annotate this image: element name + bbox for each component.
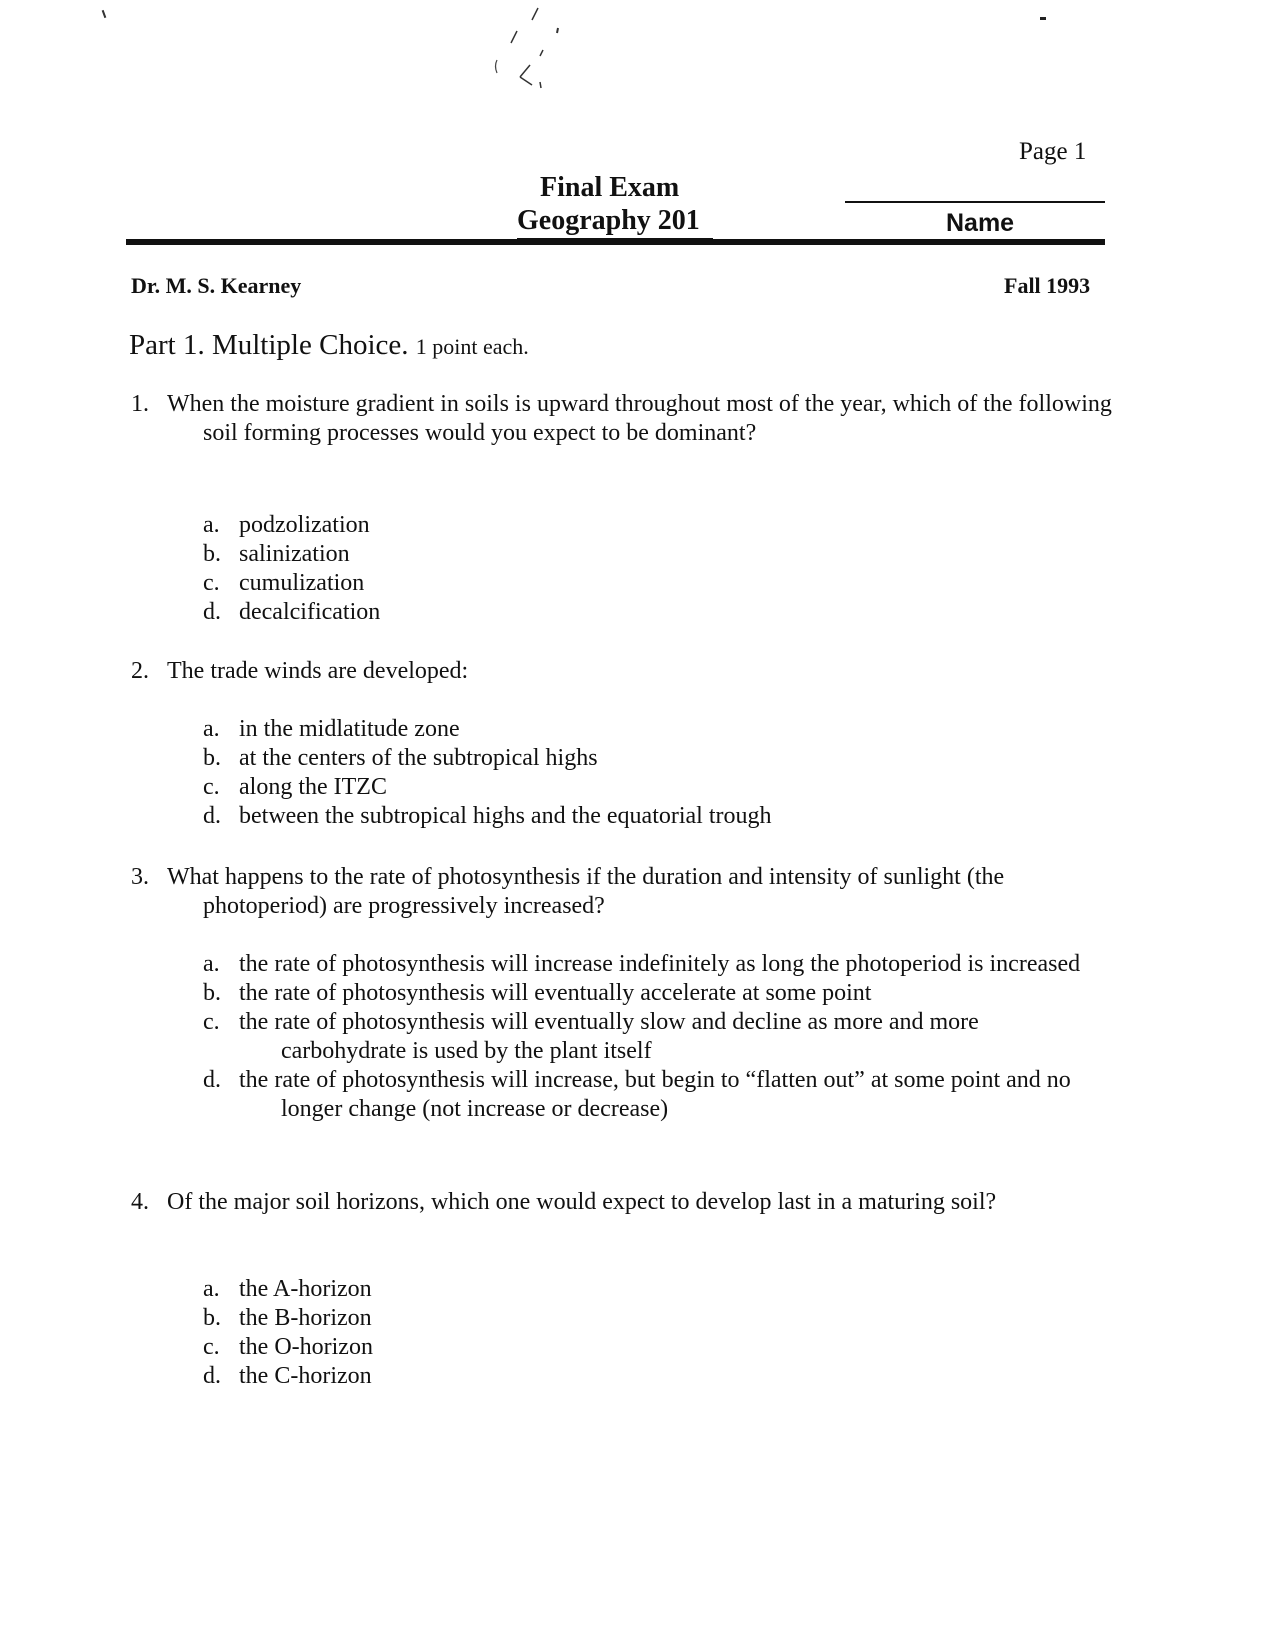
answer-option[interactable] <box>203 1066 1083 1124</box>
term-label: Fall 1993 <box>1004 273 1091 298</box>
option-text: cumulization <box>239 570 365 596</box>
course-title: Geography 201 <box>517 205 700 236</box>
answer-option[interactable] <box>203 773 772 802</box>
option-text: the C-horizon <box>239 1363 372 1389</box>
question-number: 2. <box>131 658 149 684</box>
answer-option[interactable] <box>203 744 772 773</box>
answer-option[interactable] <box>203 511 380 540</box>
option-text: in the midlatitude zone <box>239 716 460 742</box>
instructor-name: Dr. M. S. Kearney <box>131 273 302 298</box>
exam-title: Final Exam <box>540 172 680 203</box>
option-letter: d. <box>203 1067 221 1093</box>
section-points: 1 point each. <box>415 334 529 359</box>
question-number: 1. <box>131 391 149 417</box>
answer-option[interactable] <box>203 1008 1083 1066</box>
question-stem: When the moisture gradient in soils is upward throughout most of the year, which of the following soil forming processes would you expect to be dominant? <box>167 391 1112 446</box>
name-label: Name <box>946 209 1015 237</box>
option-text: the A-horizon <box>239 1276 372 1302</box>
option-letter: b. <box>203 980 221 1006</box>
option-text: at the centers of the subtropical highs <box>239 745 598 771</box>
option-text: the rate of photosynthesis will eventually slow and decline as more and more carbohydrate is used by the plant itself <box>239 1009 979 1064</box>
option-text: between the subtropical highs and the equatorial trough <box>239 803 772 829</box>
section-title: Part 1. Multiple Choice. <box>129 329 409 361</box>
answer-option[interactable] <box>203 802 772 831</box>
option-text: salinization <box>239 541 350 567</box>
page-number: Page 1 <box>1019 138 1087 165</box>
question-stem: The trade winds are developed: <box>167 658 469 684</box>
option-letter: c. <box>203 570 220 596</box>
option-text: along the ITZC <box>239 774 387 800</box>
answer-options <box>203 950 1083 1124</box>
option-text: decalcification <box>239 599 381 625</box>
question-number: 3. <box>131 864 149 890</box>
answer-option[interactable] <box>203 1275 373 1304</box>
option-letter: a. <box>203 512 220 538</box>
option-letter: b. <box>203 745 221 771</box>
option-letter: a. <box>203 716 220 742</box>
answer-option[interactable] <box>203 1304 373 1333</box>
option-letter: c. <box>203 774 220 800</box>
option-text: the rate of photosynthesis will eventually accelerate at some point <box>239 980 872 1006</box>
option-letter: b. <box>203 1305 221 1331</box>
option-letter: c. <box>203 1009 220 1035</box>
name-blank-line[interactable] <box>845 201 1105 203</box>
option-text: the B-horizon <box>239 1305 372 1331</box>
option-letter: c. <box>203 1334 220 1360</box>
answer-option[interactable] <box>203 979 1083 1008</box>
option-text: the rate of photosynthesis will increase, but begin to “flatten out” at some point and no longer change (not increase or decrease) <box>239 1067 1071 1122</box>
option-text: the rate of photosynthesis will increase indefinitely as long the photoperiod is increased <box>239 951 1081 977</box>
answer-options <box>203 511 380 627</box>
answer-options <box>203 715 772 831</box>
section-heading <box>129 329 529 362</box>
option-letter: d. <box>203 1363 221 1389</box>
answer-options <box>203 1275 373 1391</box>
option-text: podzolization <box>239 512 370 538</box>
option-letter: a. <box>203 951 220 977</box>
answer-option[interactable] <box>203 598 380 627</box>
option-letter: b. <box>203 541 221 567</box>
option-letter: d. <box>203 599 221 625</box>
scan-marks <box>470 0 560 95</box>
question-number: 4. <box>131 1189 149 1215</box>
question-stem: What happens to the rate of photosynthesis if the duration and intensity of sunlight (the photoperiod) are progressively increased? <box>167 864 1005 919</box>
answer-option[interactable] <box>203 569 380 598</box>
answer-option[interactable] <box>203 1333 373 1362</box>
answer-option[interactable] <box>203 950 1083 979</box>
answer-option[interactable] <box>203 540 380 569</box>
question-stem: Of the major soil horizons, which one would expect to develop last in a maturing soil? <box>167 1189 997 1215</box>
scan-speck <box>102 10 107 18</box>
option-text: the O-horizon <box>239 1334 373 1360</box>
scan-speck <box>1040 17 1046 20</box>
answer-option[interactable] <box>203 715 772 744</box>
answer-option[interactable] <box>203 1362 373 1391</box>
header-divider <box>126 239 1105 245</box>
option-letter: d. <box>203 803 221 829</box>
option-letter: a. <box>203 1276 220 1302</box>
